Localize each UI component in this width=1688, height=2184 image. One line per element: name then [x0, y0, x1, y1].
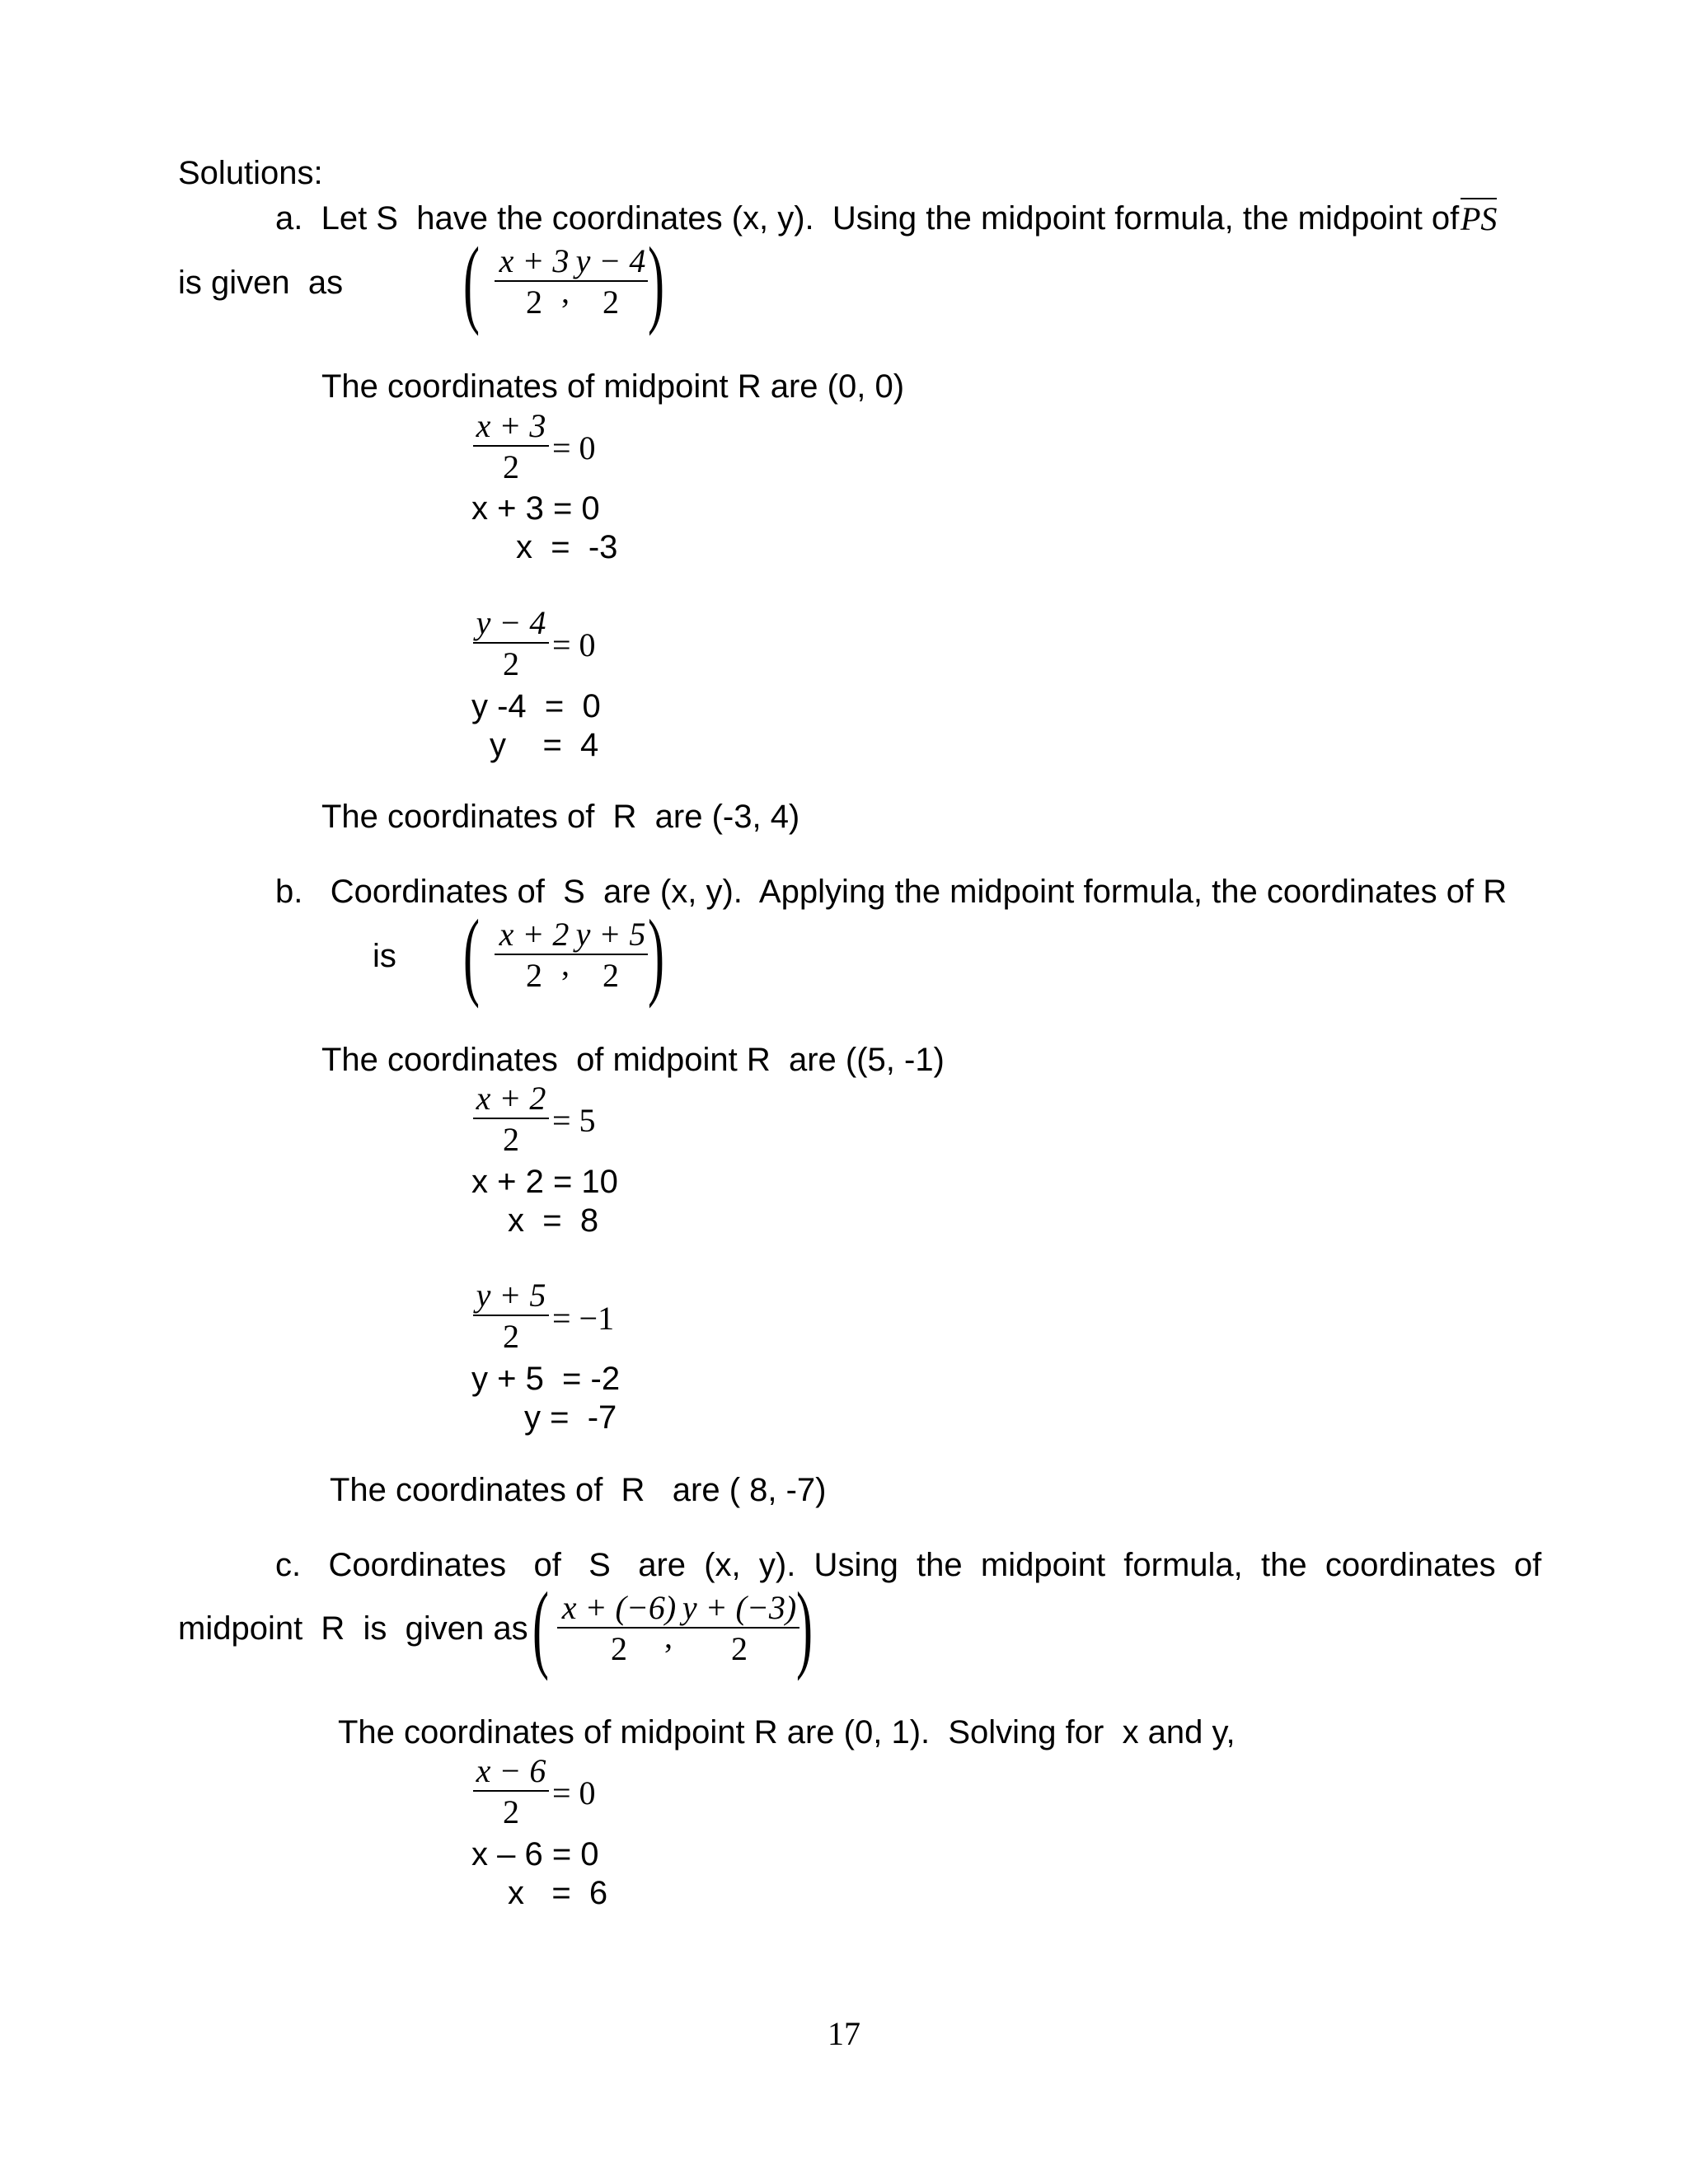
part-a-intro-cont: is given as [178, 265, 344, 301]
part-b-step1: x + 2 = 10 [471, 1164, 618, 1200]
part-c-intro-cont: midpoint R is given as [178, 1610, 528, 1647]
part-a-step3: y -4 = 0 [471, 688, 601, 724]
part-b-eq1-fraction: x + 2 2 [473, 1081, 549, 1157]
part-c-step2: x = 6 [508, 1875, 608, 1911]
part-c-given: The coordinates of midpoint R are (0, 1). Solving for x and y, [338, 1714, 1236, 1750]
part-a-step4: y = 4 [490, 727, 599, 763]
part-b-intro: b. Coordinates of S are (x, y). Applying the midpoint formula, the coordinates of R [275, 874, 1507, 910]
fraction-x: x + 2 2 [495, 917, 574, 993]
comma: , [561, 945, 570, 982]
part-b-given: The coordinates of midpoint R are ((5, -1) [321, 1042, 945, 1078]
fraction-x: x + (−6) 2 [557, 1591, 681, 1666]
part-a-given: The coordinates of midpoint R are (0, 0) [321, 368, 905, 405]
part-b-step4: y = -7 [524, 1399, 617, 1436]
fraction-y: y + (−3) 2 [679, 1591, 799, 1666]
left-paren: ( [462, 899, 480, 1009]
fraction-y: y + 5 2 [574, 917, 648, 993]
right-paren: ) [647, 227, 664, 336]
comma: , [561, 273, 570, 310]
part-a-eq2-fraction: y − 4 2 [473, 606, 549, 682]
part-a-eq1-fraction: x + 3 2 [473, 409, 549, 485]
part-a-step2: x = -3 [516, 529, 618, 565]
page-number: 17 [828, 2015, 860, 2052]
part-b-eq2-fraction: y + 5 2 [473, 1278, 549, 1354]
fraction-x: x + 3 2 [495, 244, 574, 320]
fraction-y: y − 4 2 [574, 244, 648, 320]
part-b-step2: x = 8 [508, 1202, 599, 1239]
part-c-eq1-rhs: = 0 [552, 1774, 596, 1811]
part-a-eq2-rhs: = 0 [552, 626, 596, 663]
part-b-step3: y + 5 = -2 [471, 1361, 621, 1397]
left-paren: ( [532, 1572, 549, 1681]
part-a-result: The coordinates of R are (-3, 4) [321, 799, 800, 835]
solutions-heading: Solutions: [178, 155, 323, 191]
part-b-eq2-rhs: = −1 [552, 1300, 615, 1337]
part-a-eq1-rhs: = 0 [552, 429, 596, 466]
part-c-step1: x – 6 = 0 [471, 1836, 599, 1872]
segment-ps: PS [1461, 198, 1497, 237]
part-a-step1: x + 3 = 0 [471, 490, 600, 527]
comma: , [664, 1618, 673, 1655]
part-b-eq1-rhs: = 5 [552, 1102, 596, 1139]
part-b-result: The coordinates of R are ( 8, -7) [330, 1472, 827, 1508]
right-paren: ) [795, 1572, 813, 1681]
part-b-intro-cont: is [373, 938, 396, 974]
part-a-intro: a. Let S have the coordinates (x, y). Using the midpoint formula, the midpoint of [275, 200, 1460, 237]
part-c-eq1-fraction: x − 6 2 [473, 1754, 549, 1830]
left-paren: ( [462, 227, 480, 336]
right-paren: ) [647, 899, 664, 1009]
part-c-intro: c. Coordinates of S are (x, y). Using the midpoint formula, the coordinates of [275, 1547, 1542, 1583]
